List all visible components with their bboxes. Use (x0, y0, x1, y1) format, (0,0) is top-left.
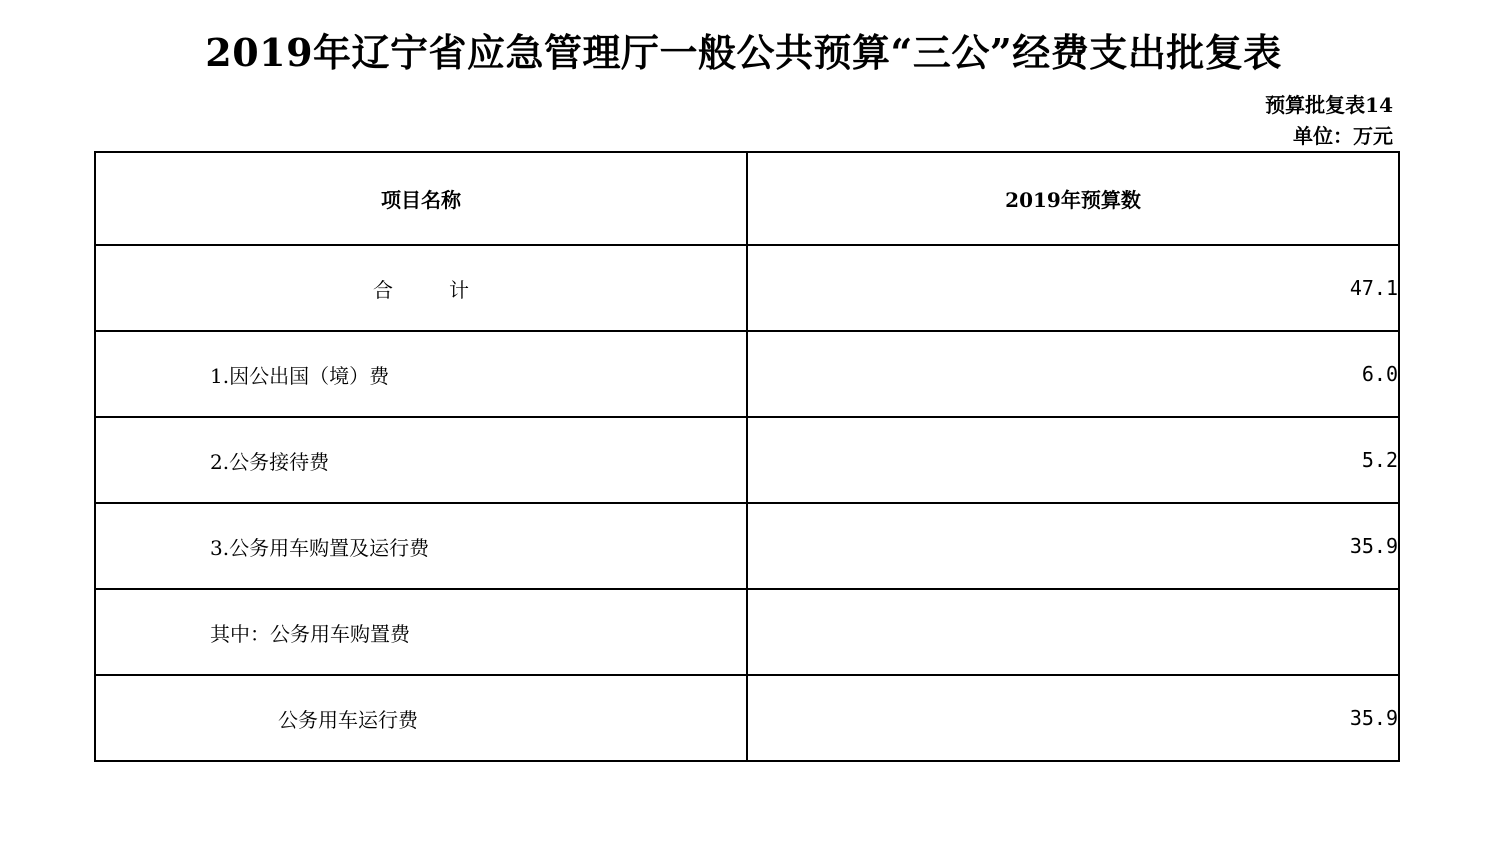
table-row (95, 503, 1399, 589)
row-name: 公务用车运行费 (278, 707, 418, 732)
row-name-cell (95, 503, 747, 589)
table-row (95, 675, 1399, 761)
row-amount: 5.2 (747, 417, 1399, 503)
table-row (95, 589, 1399, 675)
row-name: 2.公务接待费 (210, 449, 330, 474)
budget-table (94, 151, 1400, 762)
row-amount: 35.9 (747, 675, 1399, 761)
table-row (95, 417, 1399, 503)
page-title: 2019年辽宁省应急管理厅一般公共预算“三公”经费支出批复表 (205, 30, 1282, 75)
row-name: 3.公务用车购置及运行费 (210, 535, 430, 560)
row-name-cell (95, 331, 747, 417)
total-label-cell (95, 245, 747, 331)
row-name-cell (95, 589, 747, 675)
row-amount: 35.9 (747, 503, 1399, 589)
table-header-row (95, 152, 1399, 245)
row-name: 1.因公出国（境）费 (210, 363, 390, 388)
form-number: 预算批复表14 (1265, 93, 1393, 117)
total-amount: 47.1 (747, 245, 1399, 331)
unit-label: 单位：万元 (1293, 124, 1393, 148)
total-label-right: 计 (449, 277, 469, 302)
row-amount: 6.0 (747, 331, 1399, 417)
row-name-cell (95, 417, 747, 503)
table-row-total (95, 245, 1399, 331)
total-label-left: 合 (373, 277, 393, 302)
row-name-cell (95, 675, 747, 761)
row-name: 其中：公务用车购置费 (210, 621, 410, 646)
column-header-item-name: 项目名称 (95, 152, 747, 245)
column-header-budget-amount: 2019年预算数 (747, 152, 1399, 245)
table-row (95, 331, 1399, 417)
row-amount (747, 589, 1399, 675)
